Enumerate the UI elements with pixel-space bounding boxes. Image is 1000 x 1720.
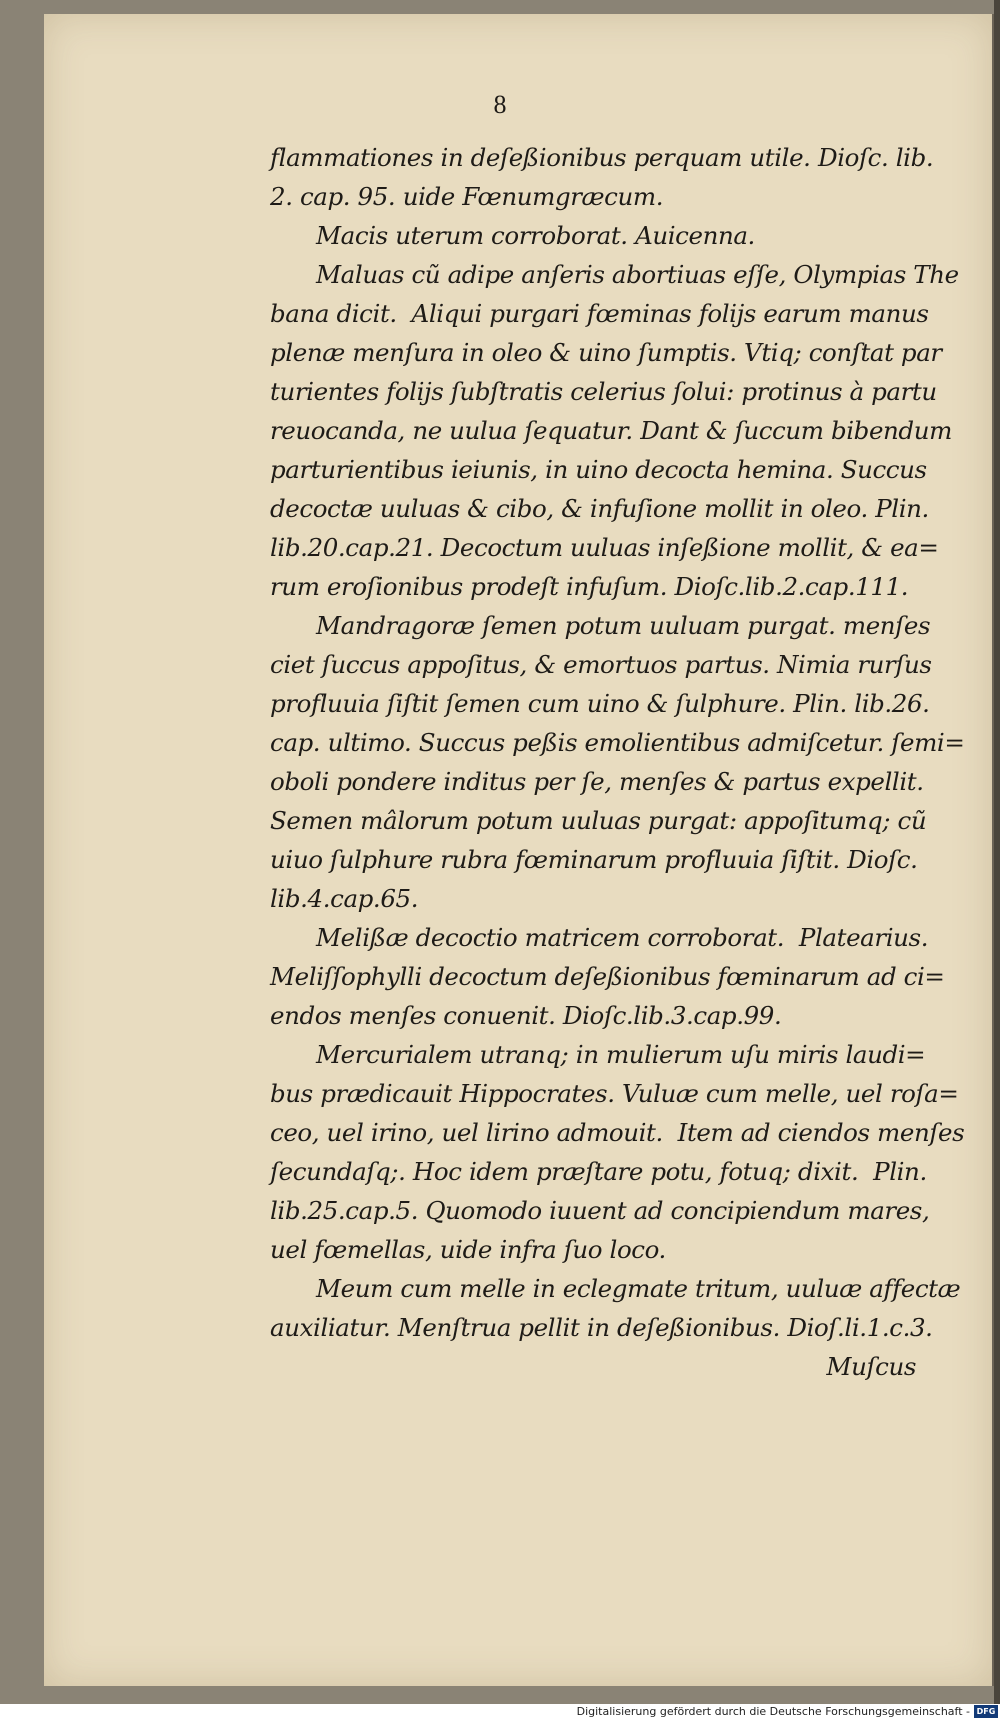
text-line: flammationes in deſeßionibus perquam utile. Dioſc. lib. (270, 143, 934, 172)
text-line: uel fœmellas, uide infra ſuo loco. (270, 1235, 666, 1264)
text-line: ciet ſuccus appoſitus, & emortuos partus. Nimia rurſus (270, 650, 932, 679)
catchword: Muſcus (826, 1352, 916, 1381)
text-line: plenæ menſura in oleo & uino ſumptis. Vtiq; conſtat par (270, 338, 942, 367)
text-line: Mercurialem utranq; in mulierum uſu miris laudi= (316, 1040, 926, 1069)
text-line: Meliſſophylli decoctum deſeßionibus fœminarum ad ci= (270, 962, 945, 991)
text-line: decoctæ uuluas & cibo, & infuſione mollit in oleo. Plin. (270, 494, 929, 523)
text-line: lib.20.cap.21. Decoctum uuluas inſeßione mollit, & ea= (270, 533, 939, 562)
text-line: ceo, uel irino, uel lirino admouit. Item ad ciendos menſes (270, 1118, 965, 1147)
text-line: Macis uterum corroborat. Auicenna. (316, 221, 755, 250)
dfg-logo: DFG (974, 1705, 998, 1718)
text-line: uiuo ſulphure rubra fœminarum profluuia ſiſtit. Dioſc. (270, 845, 918, 874)
footer-credit: Digitalisierung gefördert durch die Deutsche Forschungsgemeinschaft - (576, 1705, 970, 1718)
text-line: Melißæ decoctio matricem corroborat. Platearius. (316, 923, 929, 952)
text-line: ſecundaſq;. Hoc idem præſtare potu, fotuq; dixit. Plin. (270, 1157, 927, 1186)
text-line: turientes folijs ſubſtratis celerius ſolui: protinus à partu (270, 377, 937, 406)
text-line: bus prædicauit Hippocrates. Vuluæ cum melle, uel roſa= (270, 1079, 959, 1108)
text-line: parturientibus ieiunis, in uino decocta hemina. Succus (270, 455, 927, 484)
text-line: oboli pondere inditus per ſe, menſes & partus expellit. (270, 767, 924, 796)
text-line: Meum cum melle in eclegmate tritum, uuluæ affectæ (316, 1274, 961, 1303)
text-line: reuocanda, ne uulua ſequatur. Dant & ſuccum bibendum (270, 416, 952, 445)
text-line: rum eroſionibus prodeſt infuſum. Dioſc.lib.2.cap.111. (270, 572, 909, 601)
book-edge (994, 0, 1000, 1704)
body-text (270, 138, 965, 1386)
text-line: profluuia ſiſtit ſemen cum uino & ſulphure. Plin. lib.26. (270, 689, 930, 718)
text-line: endos menſes conuenit. Dioſc.lib.3.cap.99. (270, 1001, 782, 1030)
text-line: Mandragoræ ſemen potum uuluam purgat. menſes (316, 611, 931, 640)
text-line: Semen mâlorum potum uuluas purgat: appoſitumq; cũ (270, 806, 927, 835)
text-line: bana dicit. Aliqui purgari fœminas folijs earum manus (270, 299, 929, 328)
text-line: auxiliatur. Menſtrua pellit in deſeßionibus. Dioſ.li.1.c.3. (270, 1313, 933, 1342)
footer-bar (0, 1704, 1000, 1720)
text-line: Maluas cũ adipe anſeris abortiuas eſſe, Olympias The (316, 260, 959, 289)
text-line: cap. ultimo. Succus peßis emolientibus admiſcetur. ſemi= (270, 728, 965, 757)
page-number: 8 (493, 90, 507, 119)
text-line: lib.4.cap.65. (270, 884, 419, 913)
text-line: 2. cap. 95. uide Fœnumgræcum. (270, 182, 664, 211)
text-line: lib.25.cap.5. Quomodo iuuent ad concipiendum mares, (270, 1196, 930, 1225)
